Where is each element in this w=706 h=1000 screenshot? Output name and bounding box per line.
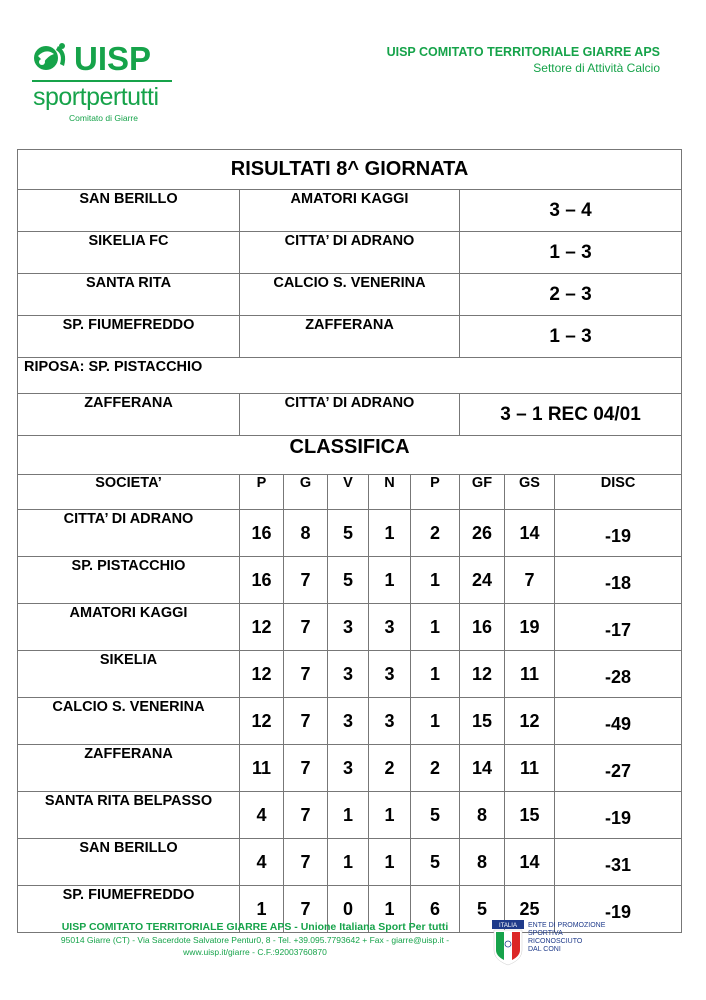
col-header: N xyxy=(369,475,411,510)
standings-header-row xyxy=(18,475,682,510)
match-away: CITTA’ DI ADRANO xyxy=(240,394,460,436)
team-name: ZAFFERANA xyxy=(18,745,240,792)
stat-v: 3 xyxy=(328,604,369,651)
match-score: 1 – 3 xyxy=(460,316,682,358)
stat-n: 2 xyxy=(369,745,411,792)
stat-gf: 5 xyxy=(460,886,505,933)
standings-row xyxy=(18,604,682,651)
match-row xyxy=(18,274,682,316)
standings-row xyxy=(18,745,682,792)
stat-disc: -27 xyxy=(555,745,682,792)
stat-l: 2 xyxy=(411,745,460,792)
stat-disc: -17 xyxy=(555,604,682,651)
stat-gf: 8 xyxy=(460,792,505,839)
rest-row xyxy=(18,358,682,394)
coni-line: RICONOSCIUTO xyxy=(528,938,583,945)
stat-gf: 12 xyxy=(460,651,505,698)
match-score: 3 – 4 xyxy=(460,190,682,232)
sector-name: Settore di Attività Calcio xyxy=(533,61,660,75)
col-header: V xyxy=(328,475,369,510)
stat-l: 6 xyxy=(411,886,460,933)
recovery-match-row xyxy=(18,394,682,436)
col-header: GF xyxy=(460,475,505,510)
stat-v: 0 xyxy=(328,886,369,933)
stat-disc: -19 xyxy=(555,792,682,839)
match-row xyxy=(18,232,682,274)
footer-address: 95014 Giarre (CT) - Via Sacerdote Salvatore Pentur0, 8 - Tel. +39.095.7793642 + Fax - giarre@uisp.it - www.uisp.it/giarre - C.F.:92003760870 xyxy=(60,935,450,957)
stat-p: 16 xyxy=(240,510,284,557)
match-away: CITTA’ DI ADRANO xyxy=(240,232,460,274)
header-info xyxy=(387,44,660,76)
soccer-player-icon xyxy=(32,42,72,78)
col-header: P xyxy=(411,475,460,510)
stat-p: 4 xyxy=(240,792,284,839)
stat-g: 7 xyxy=(284,604,328,651)
coni-line: DAL CONI xyxy=(528,946,561,953)
coni-badge xyxy=(492,920,612,970)
footer-org: UISP COMITATO TERRITORIALE GIARRE APS - Unione Italiana Sport Per tutti xyxy=(61,921,449,933)
stat-gf: 15 xyxy=(460,698,505,745)
stat-g: 7 xyxy=(284,698,328,745)
stat-g: 7 xyxy=(284,651,328,698)
stat-n: 1 xyxy=(369,839,411,886)
rest-team: RIPOSA: SP. PISTACCHIO xyxy=(18,358,682,394)
stat-n: 1 xyxy=(369,792,411,839)
match-away: AMATORI KAGGI xyxy=(240,190,460,232)
logo-subtitle: Comitato di Giarre xyxy=(69,113,138,123)
team-name: SAN BERILLO xyxy=(18,839,240,886)
team-name: CALCIO S. VENERINA xyxy=(18,698,240,745)
stat-g: 7 xyxy=(284,839,328,886)
stat-gs: 12 xyxy=(505,698,555,745)
stat-v: 5 xyxy=(328,510,369,557)
match-score: 1 – 3 xyxy=(460,232,682,274)
stat-disc: -49 xyxy=(555,698,682,745)
results-title-row xyxy=(18,150,682,190)
stat-gs: 19 xyxy=(505,604,555,651)
standings-title: CLASSIFICA xyxy=(18,436,682,475)
team-name: SP. PISTACCHIO xyxy=(18,557,240,604)
logo-divider xyxy=(32,80,172,82)
stat-n: 3 xyxy=(369,604,411,651)
standings-row xyxy=(18,510,682,557)
stat-v: 3 xyxy=(328,698,369,745)
stat-n: 1 xyxy=(369,557,411,604)
standings-title-row xyxy=(18,436,682,475)
team-name: AMATORI KAGGI xyxy=(18,604,240,651)
logo-tagline: sportpertutti xyxy=(33,83,159,111)
results-table xyxy=(17,149,682,933)
stat-p: 4 xyxy=(240,839,284,886)
uisp-logo xyxy=(32,40,182,130)
stat-p: 16 xyxy=(240,557,284,604)
stat-p: 1 xyxy=(240,886,284,933)
match-away: ZAFFERANA xyxy=(240,316,460,358)
stat-g: 7 xyxy=(284,557,328,604)
col-header: P xyxy=(240,475,284,510)
match-home: SP. FIUMEFREDDO xyxy=(18,316,240,358)
stat-gs: 11 xyxy=(505,651,555,698)
stat-v: 3 xyxy=(328,745,369,792)
team-name: CITTA’ DI ADRANO xyxy=(18,510,240,557)
stat-p: 11 xyxy=(240,745,284,792)
col-header: GS xyxy=(505,475,555,510)
stat-n: 1 xyxy=(369,886,411,933)
col-header: G xyxy=(284,475,328,510)
stat-p: 12 xyxy=(240,651,284,698)
standings-row xyxy=(18,557,682,604)
stat-gs: 11 xyxy=(505,745,555,792)
stat-g: 7 xyxy=(284,792,328,839)
stat-disc: -19 xyxy=(555,886,682,933)
logo-brand: UISP xyxy=(74,40,152,77)
standings-row xyxy=(18,651,682,698)
stat-gf: 24 xyxy=(460,557,505,604)
stat-l: 2 xyxy=(411,510,460,557)
stat-gs: 14 xyxy=(505,510,555,557)
standings-row xyxy=(18,839,682,886)
stat-g: 7 xyxy=(284,886,328,933)
standings-body xyxy=(18,510,682,933)
match-home: SAN BERILLO xyxy=(18,190,240,232)
stat-disc: -19 xyxy=(555,510,682,557)
stat-disc: -31 xyxy=(555,839,682,886)
coni-line: ENTE DI PROMOZIONE xyxy=(528,922,606,929)
italia-shield-icon xyxy=(492,920,524,966)
stat-v: 5 xyxy=(328,557,369,604)
stat-v: 3 xyxy=(328,651,369,698)
stat-l: 5 xyxy=(411,839,460,886)
stat-p: 12 xyxy=(240,604,284,651)
stat-gf: 8 xyxy=(460,839,505,886)
coni-line: SPORTIVA xyxy=(528,930,563,937)
stat-gs: 14 xyxy=(505,839,555,886)
match-home: SANTA RITA xyxy=(18,274,240,316)
stat-l: 1 xyxy=(411,651,460,698)
match-home: ZAFFERANA xyxy=(18,394,240,436)
standings-row xyxy=(18,698,682,745)
stat-n: 3 xyxy=(369,698,411,745)
stat-g: 7 xyxy=(284,745,328,792)
org-name: UISP COMITATO TERRITORIALE GIARRE APS xyxy=(386,45,660,59)
stat-v: 1 xyxy=(328,839,369,886)
stat-l: 1 xyxy=(411,698,460,745)
match-away: CALCIO S. VENERINA xyxy=(240,274,460,316)
stat-gs: 25 xyxy=(505,886,555,933)
team-name: SANTA RITA BELPASSO xyxy=(18,792,240,839)
stat-n: 3 xyxy=(369,651,411,698)
stat-disc: -18 xyxy=(555,557,682,604)
coni-text xyxy=(528,922,605,954)
match-home: SIKELIA FC xyxy=(18,232,240,274)
stat-g: 8 xyxy=(284,510,328,557)
col-header: SOCIETA’ xyxy=(18,475,240,510)
stat-gf: 26 xyxy=(460,510,505,557)
match-row xyxy=(18,316,682,358)
match-row xyxy=(18,190,682,232)
footer xyxy=(30,921,480,958)
stat-n: 1 xyxy=(369,510,411,557)
stat-gf: 16 xyxy=(460,604,505,651)
results-title: RISULTATI 8^ GIORNATA xyxy=(18,150,682,190)
stat-l: 1 xyxy=(411,604,460,651)
stat-gs: 7 xyxy=(505,557,555,604)
stat-l: 5 xyxy=(411,792,460,839)
stat-p: 12 xyxy=(240,698,284,745)
standings-row xyxy=(18,792,682,839)
team-name: SP. FIUMEFREDDO xyxy=(18,886,240,933)
stat-v: 1 xyxy=(328,792,369,839)
col-header: DISC xyxy=(555,475,682,510)
stat-gs: 15 xyxy=(505,792,555,839)
stat-gf: 14 xyxy=(460,745,505,792)
team-name: SIKELIA xyxy=(18,651,240,698)
match-score: 3 – 1 REC 04/01 xyxy=(460,394,682,436)
match-score: 2 – 3 xyxy=(460,274,682,316)
stat-l: 1 xyxy=(411,557,460,604)
stat-disc: -28 xyxy=(555,651,682,698)
coni-country: ITALIA xyxy=(499,923,517,929)
